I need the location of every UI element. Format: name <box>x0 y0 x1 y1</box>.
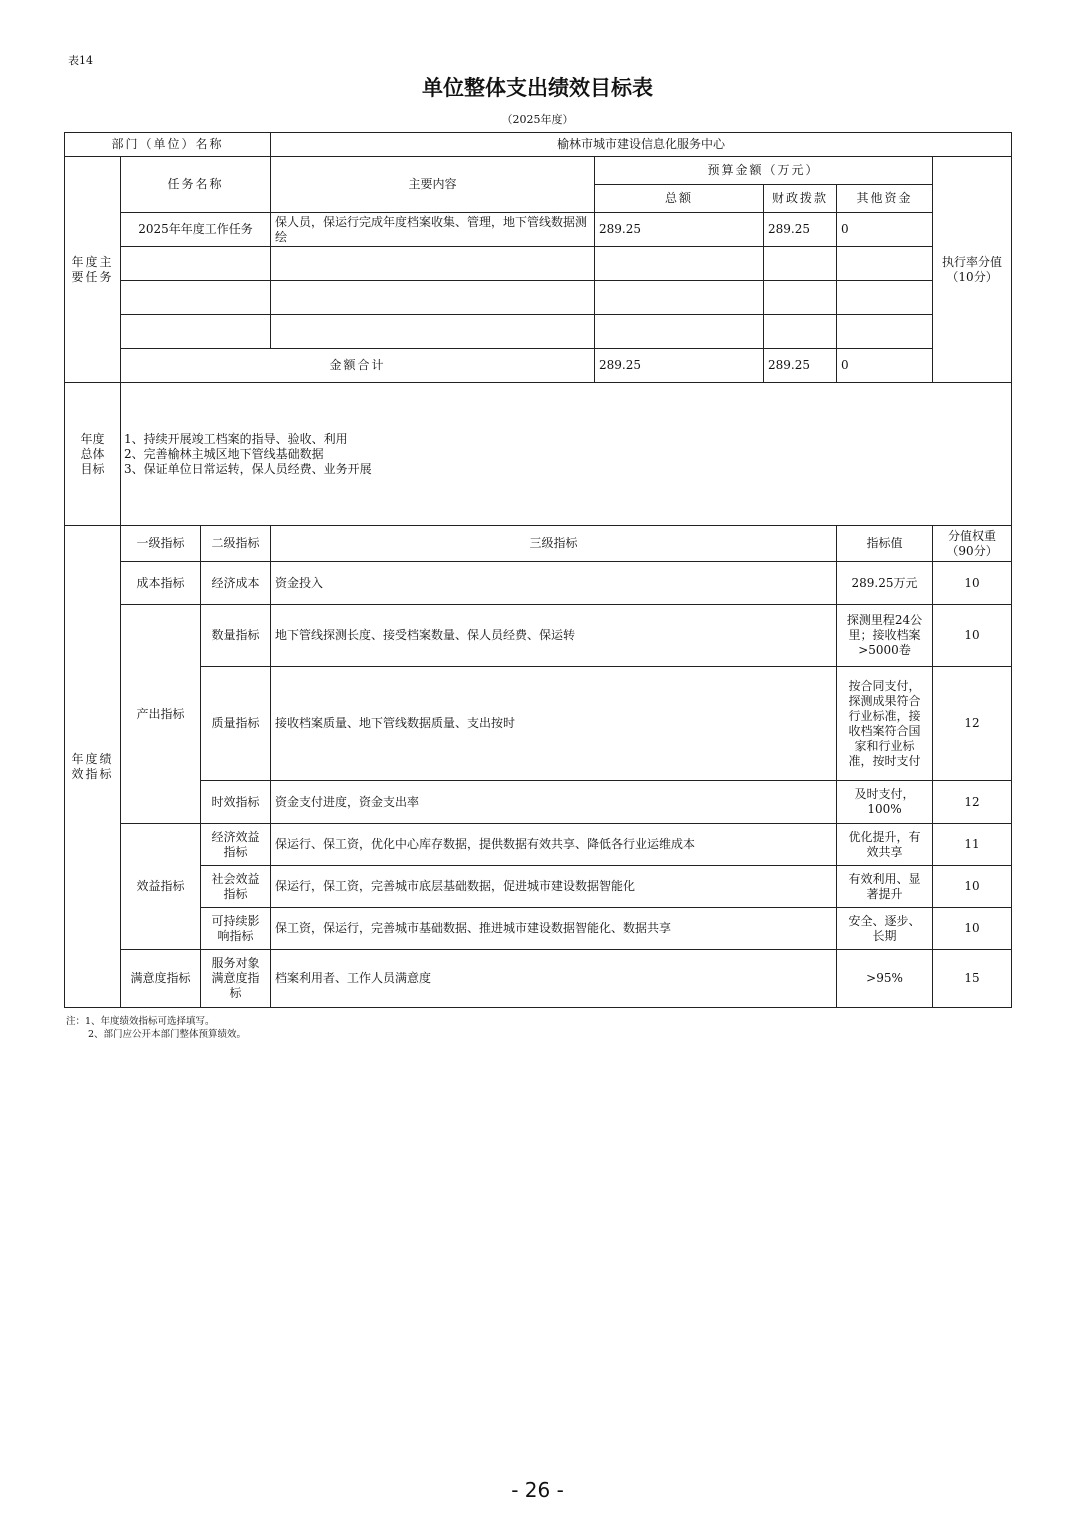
goal-line: 1、持续开展竣工档案的指导、验收、利用 <box>124 431 348 446</box>
dept-value: 榆林市城市建设信息化服务中心 <box>271 133 1012 157</box>
goals-row <box>65 383 1012 526</box>
table-row-empty <box>65 315 1012 349</box>
goal-line: 2、完善榆林主城区地下管线基础数据 <box>124 446 324 461</box>
note-line: 注：1、年度绩效指标可选择填写。 <box>66 1016 215 1027</box>
benefit-weight: 10 <box>933 866 1012 908</box>
tasks-header-row <box>65 157 1012 185</box>
cost-weight: 10 <box>933 562 1012 605</box>
cost-level3: 资金投入 <box>271 562 837 605</box>
task-total: 289.25 <box>595 213 764 247</box>
indicators-header-row <box>65 526 1012 562</box>
output-level3: 地下管线探测长度、接受档案数量、保人员经费、保运转 <box>271 605 837 667</box>
output-level3: 接收档案质量、地下管线数据质量、支出按时 <box>271 667 837 781</box>
table-row <box>65 213 1012 247</box>
page-title: 单位整体支出绩效目标表 <box>422 76 653 100</box>
table-row <box>65 908 1012 950</box>
value-header: 指标值 <box>837 526 933 562</box>
empty-cell <box>121 247 271 281</box>
output-level3: 资金支付进度，资金支出率 <box>271 781 837 824</box>
task-content: 保人员，保运行完成年度档案收集、管理，地下管线数据测绘 <box>271 213 595 247</box>
budget-header: 预算金额（万元） <box>595 157 933 185</box>
task-name-header: 任务名称 <box>121 157 271 213</box>
other-header: 其他资金 <box>837 185 933 213</box>
indicators-row-label: 年度绩效指标 <box>65 526 121 1008</box>
dept-label: 部门（单位）名称 <box>65 133 271 157</box>
table-row <box>65 562 1012 605</box>
satisfaction-level1: 满意度指标 <box>121 950 201 1008</box>
empty-cell <box>595 247 764 281</box>
empty-cell <box>764 247 837 281</box>
goal-line: 3、保证单位日常运转，保人员经费、业务开展 <box>124 461 372 476</box>
empty-cell <box>837 281 933 315</box>
empty-cell <box>121 281 271 315</box>
note-line: 2、部门应公开本部门整体预算绩效。 <box>88 1028 247 1040</box>
cost-value: 289.25万元 <box>837 562 933 605</box>
performance-table <box>64 132 1012 1008</box>
empty-cell <box>271 247 595 281</box>
task-name: 2025年年度工作任务 <box>121 213 271 247</box>
output-value: 按合同支付，探测成果符合行业标准，接收档案符合国家和行业标准，按时支付 <box>837 667 933 781</box>
table-row <box>65 781 1012 824</box>
output-level2: 质量指标 <box>201 667 271 781</box>
output-level2: 时效指标 <box>201 781 271 824</box>
table-row-empty <box>65 281 1012 315</box>
benefit-level3: 保运行，保工资，完善城市底层基础数据，促进城市建设数据智能化 <box>271 866 837 908</box>
empty-cell <box>837 315 933 349</box>
empty-cell <box>595 281 764 315</box>
notes <box>66 1016 246 1042</box>
page-subtitle: （2025年度） <box>501 113 574 126</box>
benefit-weight: 10 <box>933 908 1012 950</box>
table-number: 表14 <box>68 54 93 67</box>
goals-row-label: 年度总体目标 <box>65 383 121 526</box>
table-row <box>65 866 1012 908</box>
empty-cell <box>595 315 764 349</box>
sum-fiscal: 289.25 <box>764 349 837 383</box>
satisfaction-level3: 档案利用者、工作人员满意度 <box>271 950 837 1008</box>
sum-row <box>65 349 1012 383</box>
fiscal-header: 财政拨款 <box>764 185 837 213</box>
sum-label: 金额合计 <box>121 349 595 383</box>
table-row <box>65 667 1012 781</box>
dept-row <box>65 133 1012 157</box>
main-content-header: 主要内容 <box>271 157 595 213</box>
benefit-weight: 11 <box>933 824 1012 866</box>
task-fiscal: 289.25 <box>764 213 837 247</box>
output-weight: 12 <box>933 781 1012 824</box>
total-header: 总额 <box>595 185 764 213</box>
cost-level1: 成本指标 <box>121 562 201 605</box>
table-row <box>65 605 1012 667</box>
goals-content <box>121 383 1012 526</box>
table-row <box>65 824 1012 866</box>
level1-header: 一级指标 <box>121 526 201 562</box>
level3-header: 三级指标 <box>271 526 837 562</box>
rate-header: 执行率分值（10分） <box>933 157 1012 383</box>
output-level2: 数量指标 <box>201 605 271 667</box>
sum-total: 289.25 <box>595 349 764 383</box>
benefit-level3: 保工资，保运行，完善城市基础数据、推进城市建设数据智能化、数据共享 <box>271 908 837 950</box>
output-weight: 12 <box>933 667 1012 781</box>
benefit-level2: 可持续影响指标 <box>201 908 271 950</box>
satisfaction-weight: 15 <box>933 950 1012 1008</box>
tasks-row-label: 年度主要任务 <box>65 157 121 383</box>
empty-cell <box>764 315 837 349</box>
benefit-value: 优化提升，有效共享 <box>837 824 933 866</box>
empty-cell <box>271 281 595 315</box>
benefit-level3: 保运行、保工资，优化中心库存数据，提供数据有效共享、降低各行业运维成本 <box>271 824 837 866</box>
empty-cell <box>764 281 837 315</box>
output-value: 探测里程24公里；接收档案>5000卷 <box>837 605 933 667</box>
task-other: 0 <box>837 213 933 247</box>
level2-header: 二级指标 <box>201 526 271 562</box>
benefit-value: 有效利用、显著提升 <box>837 866 933 908</box>
output-value: 及时支付，100% <box>837 781 933 824</box>
weight-header: 分值权重（90分） <box>933 526 1012 562</box>
cost-level2: 经济成本 <box>201 562 271 605</box>
empty-cell <box>271 315 595 349</box>
sum-other: 0 <box>837 349 933 383</box>
output-weight: 10 <box>933 605 1012 667</box>
page-number: - 26 - <box>511 1478 564 1502</box>
benefit-level1: 效益指标 <box>121 824 201 950</box>
empty-cell <box>121 315 271 349</box>
table-row-empty <box>65 247 1012 281</box>
satisfaction-level2: 服务对象满意度指标 <box>201 950 271 1008</box>
empty-cell <box>837 247 933 281</box>
benefit-level2: 经济效益指标 <box>201 824 271 866</box>
benefit-level2: 社会效益指标 <box>201 866 271 908</box>
benefit-value: 安全、逐步、长期 <box>837 908 933 950</box>
table-row <box>65 950 1012 1008</box>
satisfaction-value: >95% <box>837 950 933 1008</box>
output-level1: 产出指标 <box>121 605 201 824</box>
